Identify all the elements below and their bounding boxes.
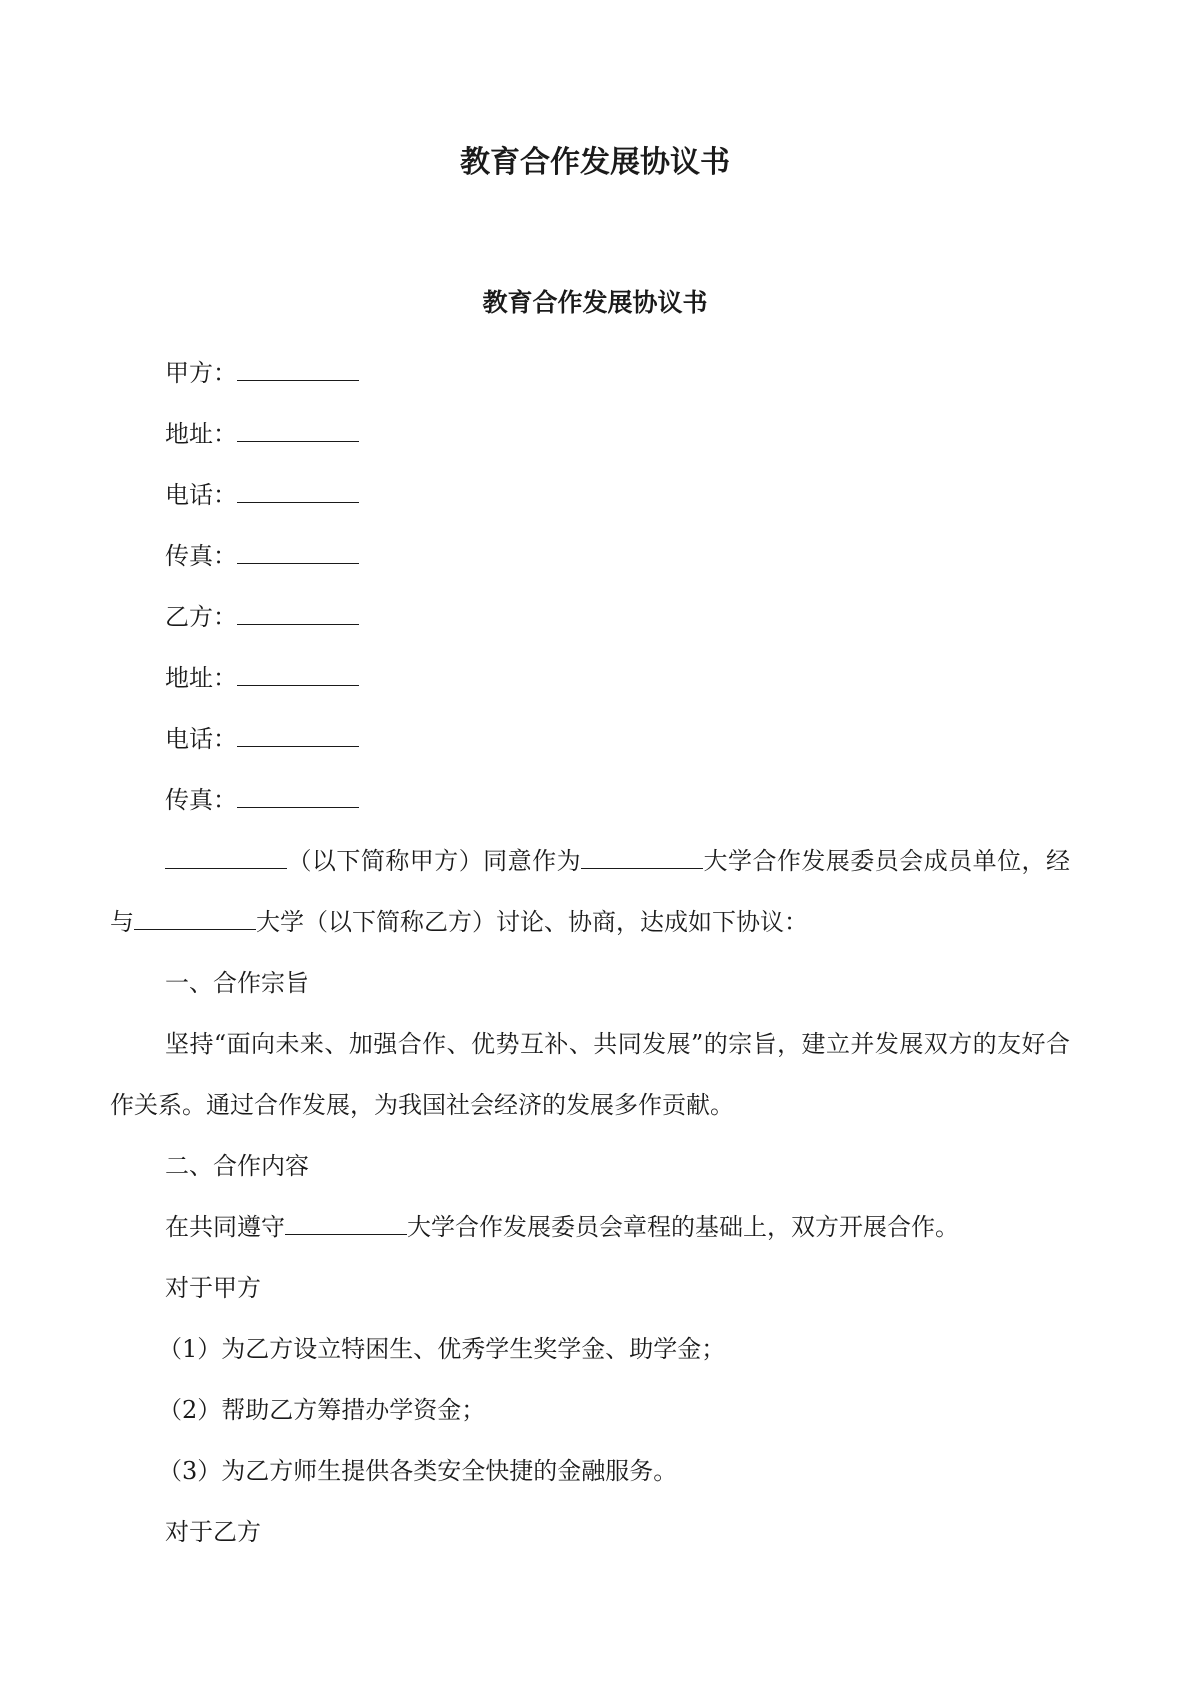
intro-text-3: 大学（以下简称乙方）讨论、协商，达成如下协议： bbox=[256, 908, 808, 936]
blank-line bbox=[237, 543, 359, 564]
field-label: 甲方： bbox=[165, 359, 237, 387]
blank-line bbox=[285, 1214, 407, 1235]
field-label: 地址： bbox=[165, 664, 237, 692]
section-2-text-1: 在共同遵守 bbox=[165, 1213, 285, 1241]
blank-line bbox=[237, 726, 359, 747]
blank-line bbox=[237, 665, 359, 686]
document-title: 教育合作发展协议书 bbox=[460, 145, 730, 180]
field-label: 传真： bbox=[165, 786, 237, 814]
section-2-heading: 二、合作内容 bbox=[165, 1152, 309, 1180]
list-item: （2）帮助乙方筹措办学资金； bbox=[158, 1396, 486, 1424]
party-b-obligations-heading: 对于乙方 bbox=[165, 1518, 261, 1546]
field-label: 传真： bbox=[165, 542, 237, 570]
intro-paragraph bbox=[110, 831, 1070, 953]
section-2-paragraph bbox=[110, 1197, 1070, 1258]
section-1-heading: 一、合作宗旨 bbox=[165, 969, 309, 997]
blank-line bbox=[165, 848, 287, 869]
intro-text-1: （以下简称甲方）同意作为 bbox=[287, 847, 582, 875]
party-a-phone-field bbox=[110, 465, 1070, 526]
party-b-address-field bbox=[110, 648, 1070, 709]
party-a-fax-field bbox=[110, 526, 1070, 587]
field-label: 乙方： bbox=[165, 603, 237, 631]
blank-line bbox=[237, 482, 359, 503]
blank-line bbox=[237, 360, 359, 381]
blank-line bbox=[237, 604, 359, 625]
section-1-paragraph: 坚持“面向未来、加强合作、优势互补、共同发展”的宗旨，建立并发展双方的友好合作关系。通过合作发展，为我国社会经济的发展多作贡献。 bbox=[110, 1030, 1070, 1119]
document-body bbox=[110, 343, 1070, 1563]
blank-line bbox=[237, 421, 359, 442]
party-a-name-field bbox=[110, 343, 1070, 404]
blank-line bbox=[237, 787, 359, 808]
list-item: （1）为乙方设立特困生、优秀学生奖学金、助学金； bbox=[158, 1335, 726, 1363]
blank-line bbox=[134, 909, 256, 930]
document-subtitle: 教育合作发展协议书 bbox=[482, 288, 708, 317]
party-a-address-field bbox=[110, 404, 1070, 465]
intro-text-2: 大学合作发展委员会成员单位，经与 bbox=[110, 847, 1071, 936]
party-b-name-field bbox=[110, 587, 1070, 648]
blank-line bbox=[581, 848, 703, 869]
field-label: 电话： bbox=[165, 725, 237, 753]
section-2-text-2: 大学合作发展委员会章程的基础上，双方开展合作。 bbox=[407, 1213, 959, 1241]
party-a-obligations-heading: 对于甲方 bbox=[165, 1274, 261, 1302]
party-b-phone-field bbox=[110, 709, 1070, 770]
party-b-fax-field bbox=[110, 770, 1070, 831]
list-item: （3）为乙方师生提供各类安全快捷的金融服务。 bbox=[158, 1457, 678, 1485]
field-label: 地址： bbox=[165, 420, 237, 448]
field-label: 电话： bbox=[165, 481, 237, 509]
